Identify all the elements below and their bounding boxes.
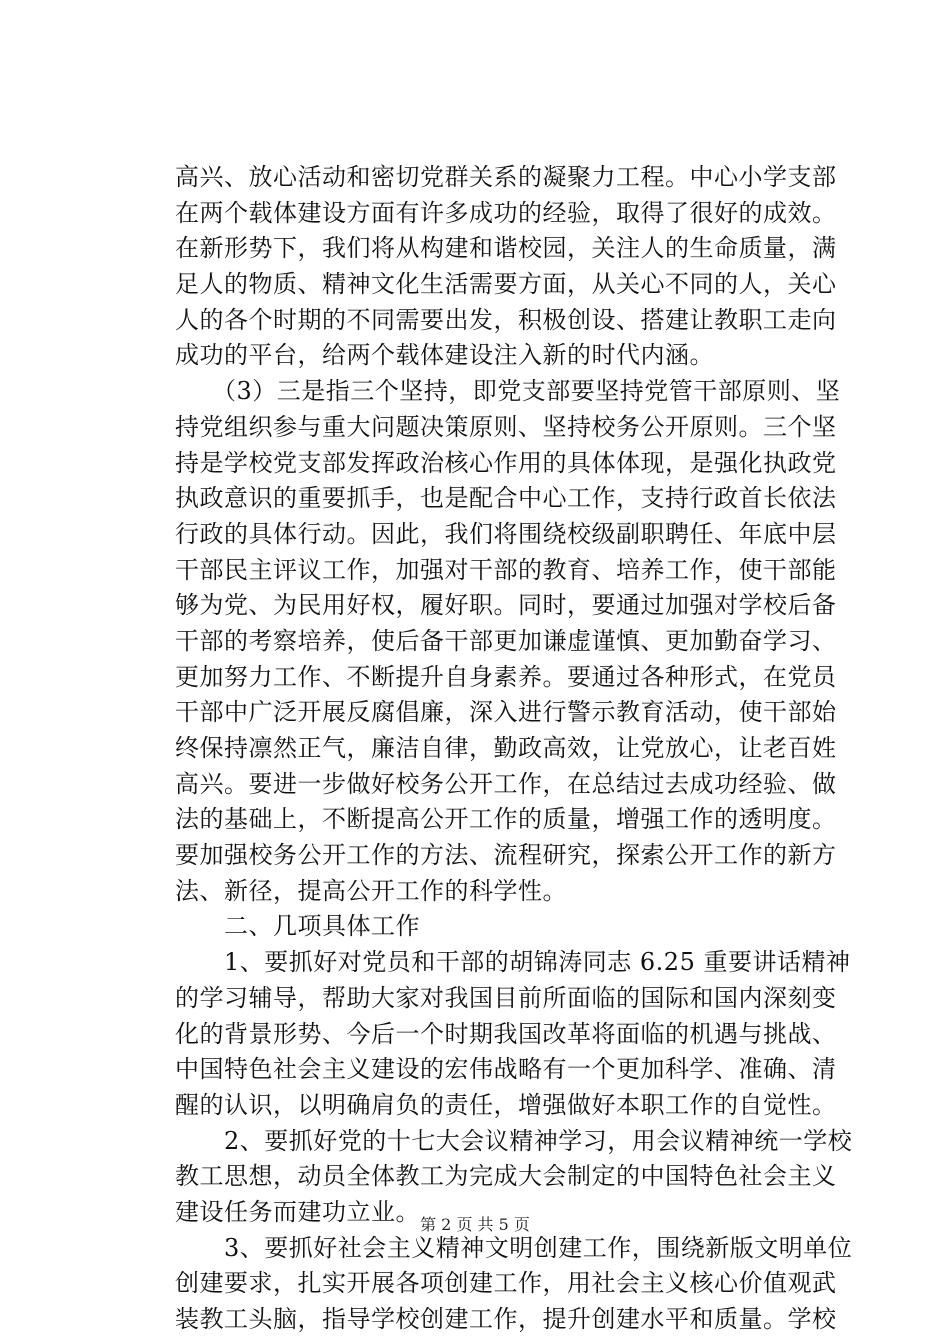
text-line: 成功的平台，给两个载体建设注入新的时代内涵。 <box>175 341 714 370</box>
text-line: 的学习辅导，帮助大家对我国目前所面临的国际和国内深刻变 <box>175 983 837 1012</box>
text-line: 醒的认识，以明确肩负的责任，增强做好本职工作的自觉性。 <box>175 1090 837 1119</box>
text-line: 够为党、为民用好权，履好职。同时，要通过加强对学校后备 <box>175 591 837 620</box>
text-line: 3、要抓好社会主义精神文明创建工作，围绕新版文明单位 <box>175 1233 853 1262</box>
text-line: 执政意识的重要抓手，也是配合中心工作，支持行政首长依法 <box>175 484 837 513</box>
text-line: 化的背景形势、今后一个时期我国改革将面临的机遇与挑战、 <box>175 1019 837 1048</box>
text-line: 创建要求，扎实开展各项创建工作，用社会主义核心价值观武 <box>175 1269 837 1298</box>
text-line: 建设任务而建功立业。 <box>175 1197 420 1226</box>
text-line: 在两个载体建设方面有许多成功的经验，取得了很好的成效。 <box>175 198 837 227</box>
text-line: 持党组织参与重大问题决策原则、坚持校务公开原则。三个坚 <box>175 412 837 441</box>
text-line: 干部民主评议工作，加强对干部的教育、培养工作，使干部能 <box>175 555 837 584</box>
body-text <box>175 160 853 1338</box>
text-line: 法的基础上，不断提高公开工作的质量，增强工作的透明度。 <box>175 805 837 834</box>
text-line: 要加强校务公开工作的方法、流程研究，探索公开工作的新方 <box>175 841 837 870</box>
text-line: 高兴、放心活动和密切党群关系的凝聚力工程。中心小学支部 <box>175 163 837 191</box>
text-line: 干部中广泛开展反腐倡廉，深入进行警示教育活动，使干部始 <box>175 698 837 727</box>
text-line: 足人的物质、精神文化生活需要方面，从关心不同的人，关心 <box>175 270 837 299</box>
text-line: 终保持凛然正气，廉洁自律，勤政高效，让党放心，让老百姓 <box>175 734 837 762</box>
text-line: 高兴。要进一步做好校务公开工作，在总结过去成功经验、做 <box>175 769 837 798</box>
text-line: 干部的考察培养，使后备干部更加谦虚谨慎、更加勤奋学习、 <box>175 626 837 655</box>
text-line: 2、要抓好党的十七大会议精神学习，用会议精神统一学校 <box>175 1126 853 1155</box>
text-line: 装教工头脑，指导学校创建工作，提升创建水平和质量。学校 <box>175 1305 837 1333</box>
text-line: 中国特色社会主义建设的宏伟战略有一个更加科学、准确、清 <box>175 1055 837 1084</box>
text-line: 更加努力工作、不断提升自身素养。要通过各种形式，在党员 <box>175 662 837 691</box>
text-line: 在新形势下，我们将从构建和谐校园，关注人的生命质量，满 <box>175 234 837 263</box>
text-line: （3）三是指三个坚持，即党支部要坚持党管干部原则、坚 <box>175 377 841 406</box>
text-line: 人的各个时期的不同需要出发，积极创设、搭建让教职工走向 <box>175 305 837 334</box>
text-line: 行政的具体行动。因此，我们将围绕校级副职聘任、年底中层 <box>175 519 837 548</box>
text-line: 二、几项具体工作 <box>175 912 420 941</box>
text-line: 教工思想，动员全体教工为完成大会制定的中国特色社会主义 <box>175 1162 837 1191</box>
text-line: 1、要抓好对党员和干部的胡锦涛同志 6.25 重要讲话精神 <box>175 948 851 977</box>
text-line: 法、新径，提高公开工作的科学性。 <box>175 876 567 905</box>
text-line: 持是学校党支部发挥政治核心作用的具体体现，是强化执政党 <box>175 448 837 477</box>
page-footer: 第 2 页 共 5 页 <box>420 1215 530 1234</box>
